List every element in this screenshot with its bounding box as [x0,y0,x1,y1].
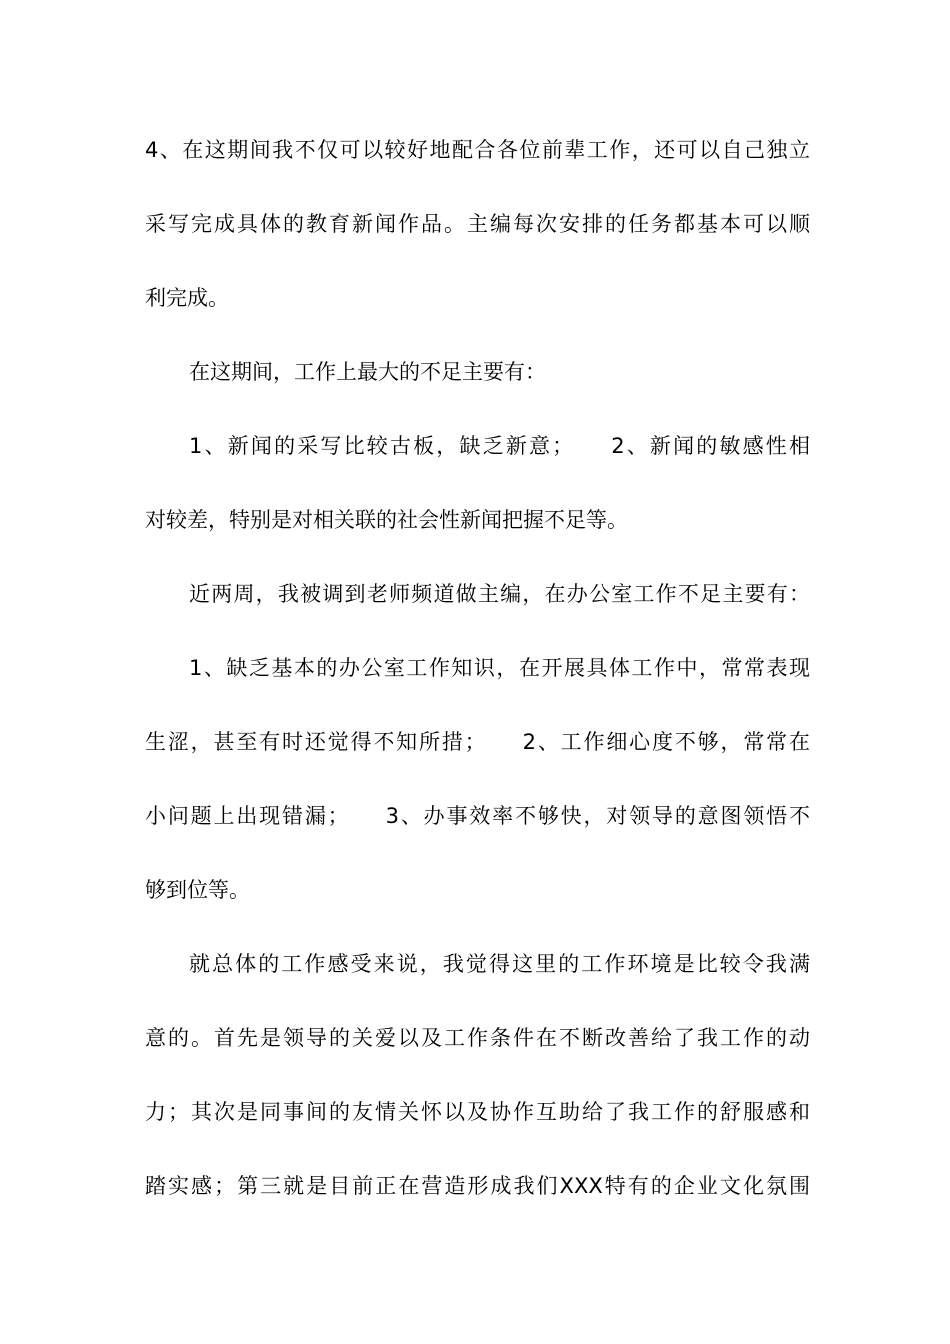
text-line: 意的。首先是领导的关爱以及工作条件在不断改善给了我工作的动 [145,1026,810,1050]
text-line: 对较差，特别是对相关联的社会性新闻把握不足等。 [145,508,628,532]
text-line: 采写完成具体的教育新闻作品。主编每次安排的任务都基本可以顺 [145,212,810,236]
text-line: 1、新闻的采写比较古板，缺乏新意； 2、新闻的敏感性相 [189,434,810,458]
text-line: 力；其次是同事间的友情关怀以及协作互助给了我工作的舒服感和 [145,1100,810,1124]
text-line: 4、在这期间我不仅可以较好地配合各位前辈工作，还可以自己独立 [145,138,810,162]
text-line: 生涩，甚至有时还觉得不知所措； 2、工作细心度不够，常常在 [145,730,810,754]
text-line: 小问题上出现错漏； 3、办事效率不够快，对领导的意图领悟不 [145,804,810,828]
text-line: 就总体的工作感受来说，我觉得这里的工作环境是比较令我满 [189,952,810,976]
text-line: 踏实感；第三就是目前正在营造形成我们XXX特有的企业文化氛围 [145,1174,810,1198]
text-line: 近两周，我被调到老师频道做主编，在办公室工作不足主要有： [189,582,810,606]
text-line: 利完成。 [145,286,229,310]
text-line: 在这期间，工作上最大的不足主要有： [189,360,546,384]
text-line: 1、缺乏基本的办公室工作知识，在开展具体工作中，常常表现 [189,656,810,680]
text-line: 够到位等。 [145,878,250,902]
